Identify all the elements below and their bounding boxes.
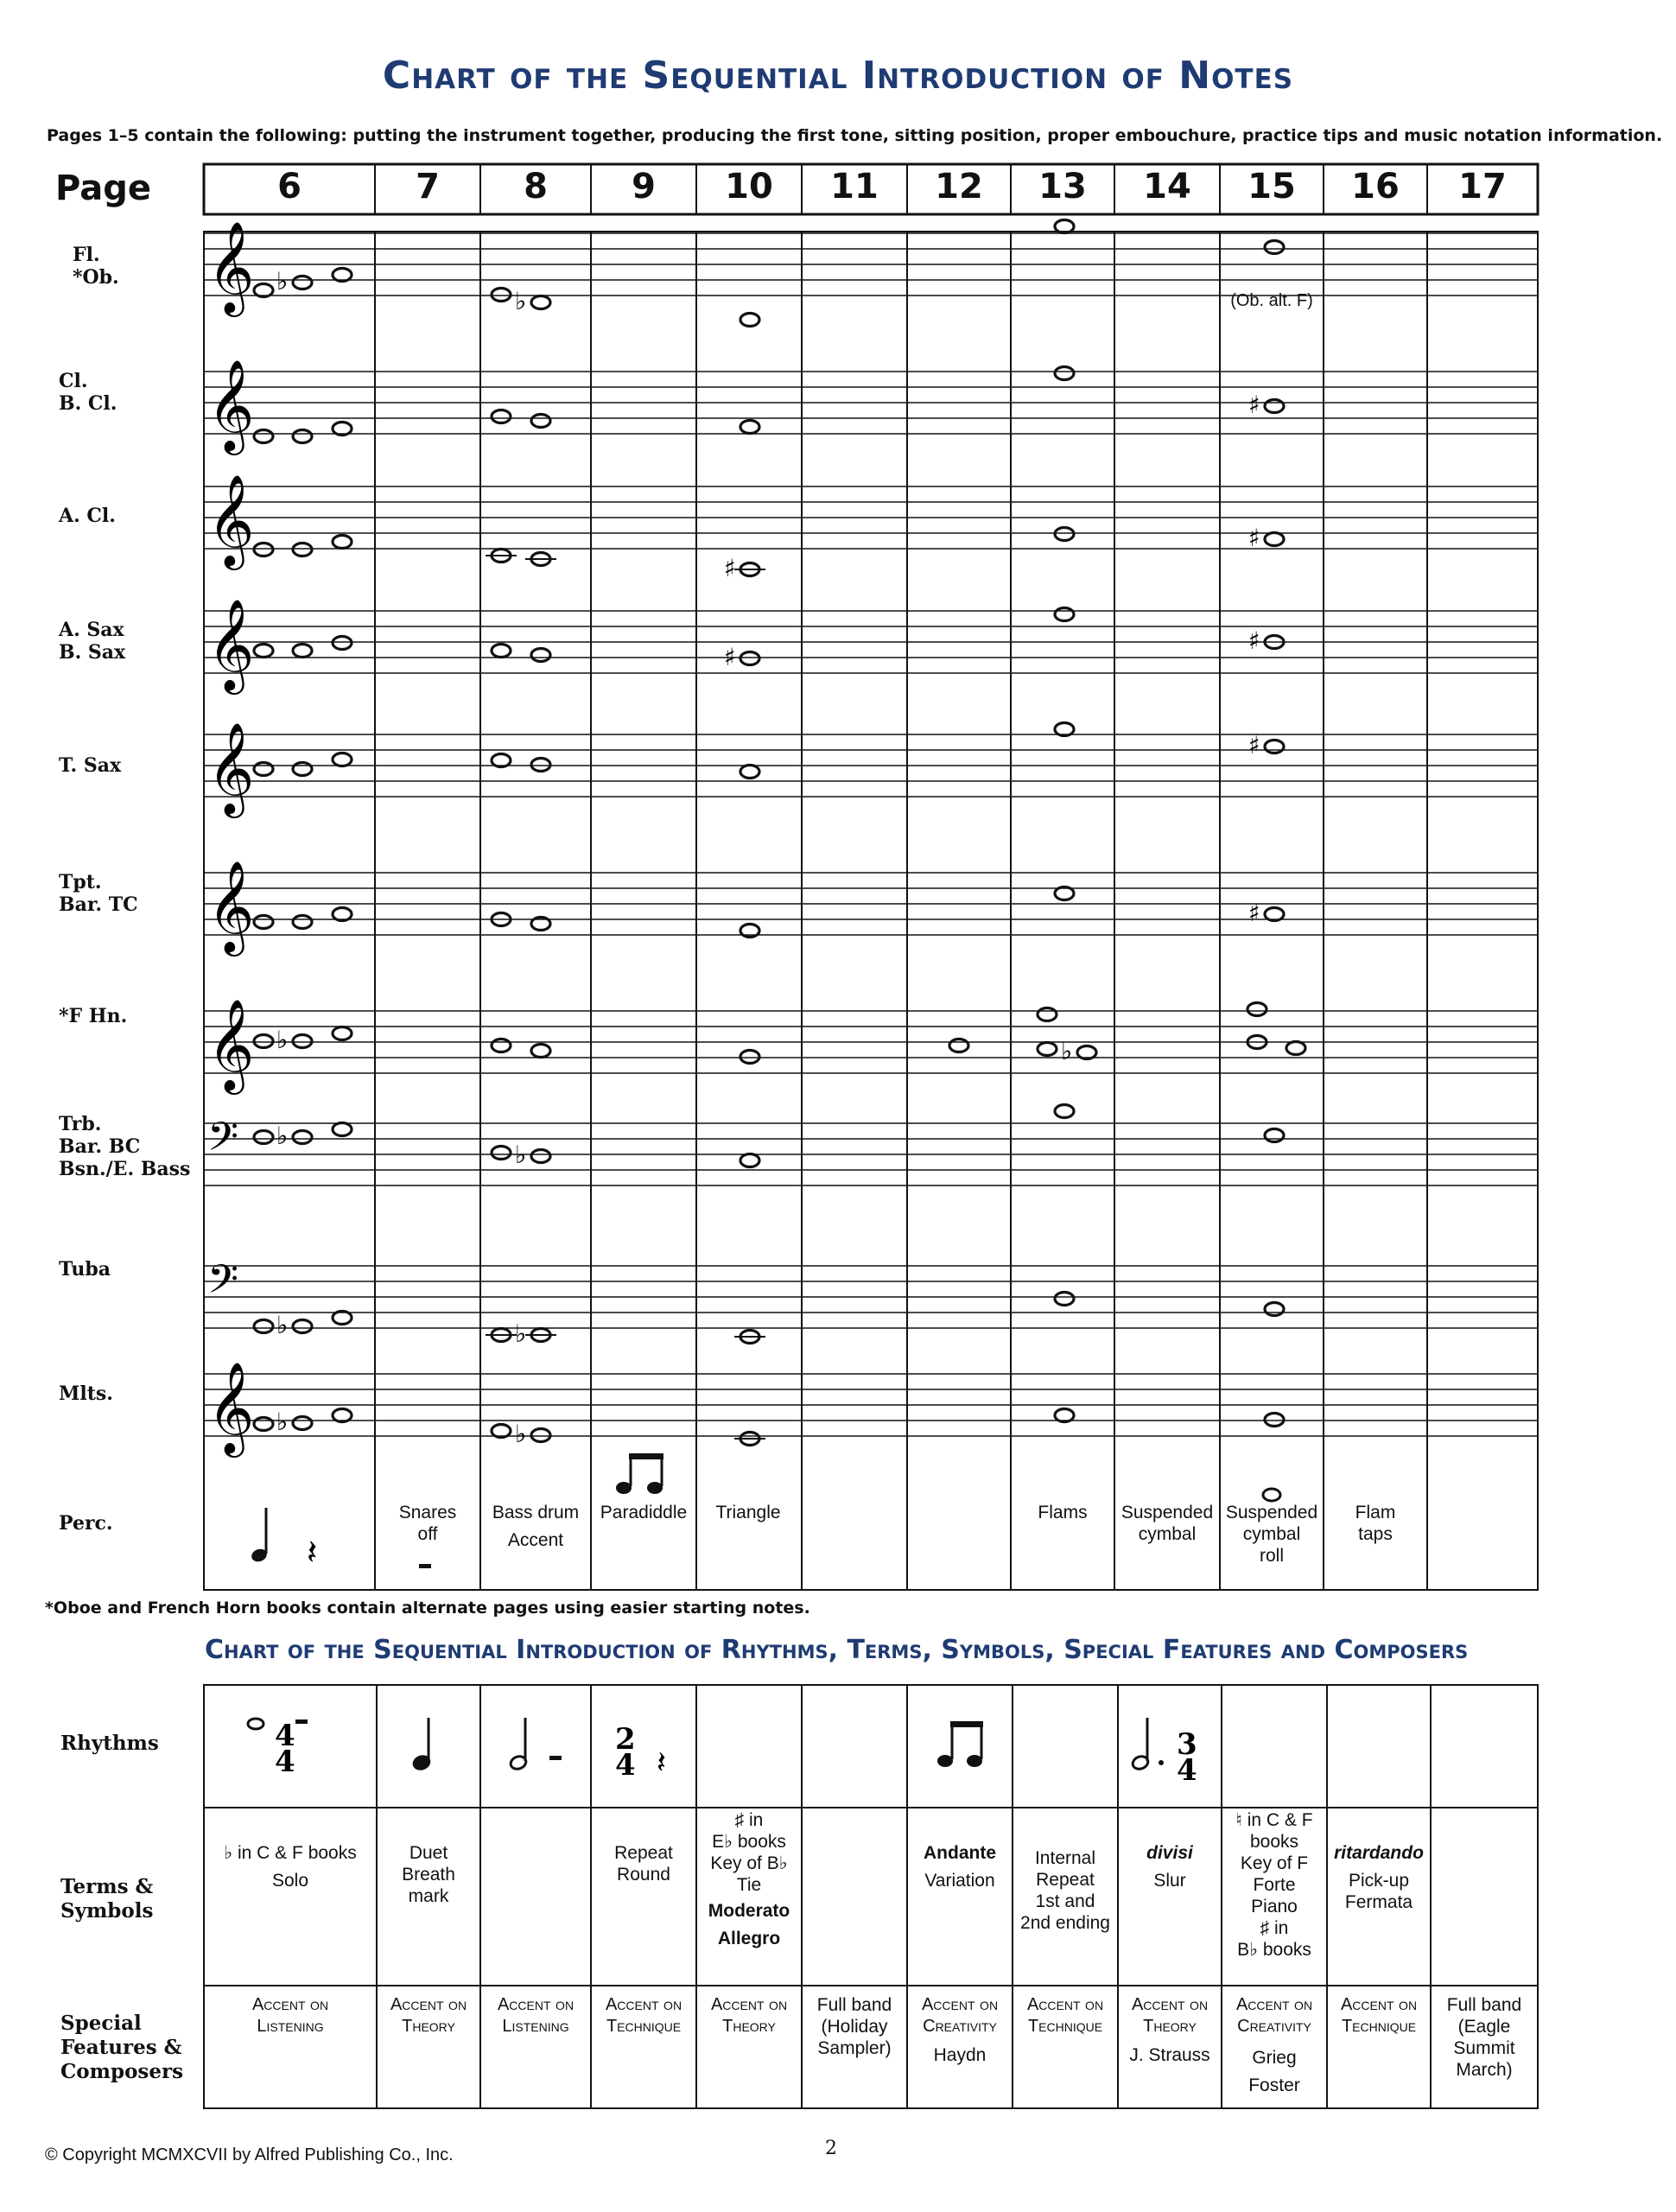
whole-note-icon [531, 759, 550, 772]
treble-clef-icon: 𝄞 [207, 220, 255, 313]
perc-flam-taps: Flam taps [1355, 1503, 1396, 1544]
special-p12a: Accent on Creativity [921, 1995, 999, 2036]
page-number-header: 6 [277, 167, 302, 207]
special-p13: Accent on Technique [1026, 1995, 1104, 2036]
special-p14a: Accent on Theory [1131, 1995, 1209, 2036]
flat-icon: ♭ [515, 287, 527, 315]
notes-table-border [204, 232, 1538, 1590]
term-p10b: Moderato Allegro [708, 1901, 790, 1948]
whole-note-icon [531, 415, 550, 428]
perc-accent: Accent [507, 1530, 564, 1550]
term-p13: Internal Repeat 1st and 2nd ending [1020, 1848, 1110, 1933]
whole-note-icon [1286, 1042, 1305, 1055]
eighth-note-icon [647, 1482, 663, 1494]
term-p16a: ritardando [1334, 1843, 1424, 1863]
instrument-label: Tpt. Bar. TC [59, 871, 138, 916]
special-p17: Full band (Eagle Summit March) [1446, 1995, 1522, 2080]
treble-clef-icon: 𝄞 [207, 998, 255, 1090]
time-signature-text: 2 [615, 1722, 636, 1757]
special-p15b: Grieg Foster [1248, 2048, 1300, 2095]
page-number-header: 12 [935, 167, 983, 207]
whole-note-icon [1265, 1414, 1284, 1427]
term-p12b: Variation [924, 1871, 995, 1891]
whole-note-icon [1055, 608, 1074, 621]
bass-clef-icon: 𝄢 [207, 1256, 239, 1313]
perc-paradiddle: Paradiddle [600, 1503, 688, 1522]
instrument-label: A. Cl. [59, 505, 116, 527]
row-label-special: Special Features & Composers [60, 2012, 184, 2083]
term-p10a: ♯ in E♭ books Key of B♭ Tie [710, 1810, 788, 1895]
time-signature-text: 4 [615, 1748, 636, 1783]
whole-note-icon [492, 289, 511, 302]
whole-note-icon [531, 1429, 550, 1442]
flat-icon: ♭ [276, 1122, 289, 1150]
perc-suspended-cymbal-roll: Suspended cymbal roll [1225, 1503, 1318, 1566]
eighth-note-icon [967, 1755, 982, 1767]
whole-note-icon [1247, 1003, 1267, 1016]
special-p14b: J. Strauss [1129, 2045, 1210, 2065]
perc-triangle: Triangle [715, 1503, 781, 1522]
instrument-label: T. Sax [59, 754, 122, 777]
whole-note-icon [293, 430, 312, 443]
page-number-header: 16 [1351, 167, 1400, 207]
whole-note-icon [293, 645, 312, 658]
whole-note-icon [492, 410, 511, 423]
term-p14a: divisi [1146, 1843, 1193, 1863]
instrument-label: Fl. *Ob. [73, 244, 119, 289]
whole-note-icon [1038, 1043, 1057, 1056]
sharp-icon: ♯ [1248, 391, 1260, 419]
whole-note-icon [531, 649, 550, 662]
special-p15a: Accent on Creativity [1235, 1995, 1313, 2036]
whole-note-icon [333, 1123, 352, 1136]
whole-rest-icon [295, 1719, 308, 1724]
time-signature-text: 3 [1177, 1727, 1197, 1762]
whole-note-icon [293, 276, 312, 289]
sharp-icon: ♯ [1248, 899, 1260, 927]
whole-note-icon [740, 1051, 759, 1064]
flat-icon: ♭ [276, 1408, 289, 1436]
whole-note-icon [740, 314, 759, 327]
whole-note-icon [254, 916, 273, 929]
instrument-label: A. Sax B. Sax [59, 619, 126, 664]
perc-flams: Flams [1038, 1503, 1088, 1522]
term-p9: Repeat Round [614, 1843, 673, 1885]
special-p8: Accent on Listening [497, 1995, 575, 2036]
whole-note-icon [1265, 1303, 1284, 1316]
whole-note-icon [293, 763, 312, 776]
sharp-icon: ♯ [1248, 731, 1260, 760]
whole-note-icon [949, 1039, 968, 1052]
whole-note-icon [1265, 241, 1284, 254]
sharp-icon: ♯ [724, 643, 736, 671]
instrument-label: Tuba [59, 1258, 111, 1281]
quarter-rest-icon: 𝄽 [307, 1533, 318, 1573]
eighth-note-icon [937, 1755, 953, 1767]
page-header-label: Page [55, 168, 151, 208]
page-number-header: 11 [830, 167, 879, 207]
treble-clef-icon: 𝄞 [207, 860, 255, 952]
row-label-terms: Terms & Symbols [60, 1875, 154, 1923]
whole-note-icon [1055, 1293, 1074, 1306]
time-signature-text: 4 [275, 1745, 295, 1779]
perc-snares-off: Snares off [398, 1503, 457, 1544]
whole-note-icon [492, 1039, 511, 1052]
special-p11: Full band (Holiday Sampler) [816, 1995, 892, 2058]
whole-note-icon [531, 1045, 550, 1058]
flat-icon: ♭ [515, 1141, 527, 1169]
quarter-rest-icon: 𝄽 [657, 1745, 667, 1781]
whole-note-icon [1265, 741, 1284, 753]
instrument-label: Mlts. [59, 1382, 113, 1405]
page-title: Chart of the Sequential Introduction of Notes [382, 54, 1294, 98]
perc-bass-drum: Bass drum [492, 1503, 580, 1522]
special-p12b: Haydn [933, 2045, 987, 2065]
whole-note-icon [293, 1417, 312, 1430]
bass-clef-icon: 𝄢 [207, 1114, 239, 1170]
page-number-header: 9 [632, 167, 656, 207]
treble-clef-icon: 𝄞 [207, 359, 255, 451]
special-p10: Accent on Theory [710, 1995, 788, 2036]
whole-note-icon [740, 1154, 759, 1167]
whole-note-icon [740, 421, 759, 434]
page-number-header: 13 [1038, 167, 1087, 207]
second-chart-title: Chart of the Sequential Introduction of Rhythms, Terms, Symbols, Special Features and Composers [205, 1635, 1469, 1665]
whole-note-icon [293, 1131, 312, 1144]
special-p6: Accent on Listening [251, 1995, 329, 2036]
whole-note-icon [1038, 1008, 1057, 1021]
whole-note-icon [740, 766, 759, 779]
page-number: 2 [825, 2138, 837, 2159]
whole-note-icon [1055, 1105, 1074, 1118]
special-p7: Accent on Theory [390, 1995, 467, 2036]
whole-note-icon [254, 1035, 273, 1048]
whole-note-icon [1265, 533, 1284, 546]
whole-note-icon [333, 637, 352, 650]
time-signature-text: 4 [275, 1719, 295, 1753]
sharp-icon: ♯ [1248, 524, 1260, 552]
treble-clef-icon: 𝄞 [207, 1361, 255, 1453]
flat-icon: ♭ [276, 1311, 289, 1339]
whole-note-icon [254, 1320, 273, 1333]
page-number-header: 10 [725, 167, 773, 207]
term-p7: Duet Breath mark [402, 1843, 455, 1906]
whole-note-icon [293, 543, 312, 556]
sharp-icon: ♯ [1248, 626, 1260, 655]
whole-note-icon [254, 543, 273, 556]
half-rest-icon [549, 1756, 562, 1760]
half-rest-icon [419, 1564, 431, 1568]
copyright: © Copyright MCMXCVII by Alfred Publishing Co., Inc. [45, 2145, 454, 2164]
page-number-header: 15 [1247, 167, 1296, 207]
whole-note-icon [531, 296, 550, 309]
beam [629, 1453, 663, 1459]
whole-note-icon [531, 1150, 550, 1163]
special-p16: Accent on Technique [1340, 1995, 1418, 2036]
whole-note-icon [333, 753, 352, 766]
whole-note-icon [293, 1035, 312, 1048]
term-p6b: Solo [271, 1871, 309, 1891]
sharp-icon: ♯ [724, 554, 736, 582]
page-number-header: 8 [524, 167, 548, 207]
flat-icon: ♭ [276, 267, 289, 296]
whole-note-icon [1263, 1489, 1280, 1501]
whole-note-icon [1055, 367, 1074, 380]
page-number-header: 14 [1143, 167, 1191, 207]
page-number-header: 17 [1458, 167, 1507, 207]
whole-note-icon [492, 645, 511, 658]
dot [1159, 1760, 1164, 1765]
whole-note-icon [254, 645, 273, 658]
whole-note-icon [254, 430, 273, 443]
term-p16b: Pick-up Fermata [1344, 1871, 1413, 1912]
instrument-label: Trb. Bar. BC Bsn./E. Bass [59, 1113, 191, 1180]
instrument-label: Cl. B. Cl. [59, 370, 117, 415]
flat-icon: ♭ [1061, 1037, 1073, 1065]
whole-note-icon [248, 1719, 263, 1729]
term-p15: ♮ in C & F books Key of F Forte Piano ♯ in B♭ books [1235, 1810, 1313, 1960]
whole-note-icon [293, 916, 312, 929]
whole-note-icon [1265, 1129, 1284, 1142]
time-signature-text: 4 [1177, 1753, 1197, 1788]
footnote: *Oboe and French Horn books contain alternate pages using easier starting notes. [45, 1599, 810, 1618]
whole-note-icon [293, 1320, 312, 1333]
special-p9: Accent on Technique [605, 1995, 682, 2036]
eighth-note-icon [616, 1482, 632, 1494]
term-p12a: Andante [924, 1843, 996, 1863]
whole-note-icon [1265, 400, 1284, 413]
whole-note-icon [254, 1418, 273, 1431]
whole-note-icon [333, 1027, 352, 1040]
whole-note-icon [740, 652, 759, 665]
whole-note-icon [254, 1131, 273, 1144]
instrument-label: *F Hn. [59, 1005, 128, 1027]
oboe-alt-note: (Ob. alt. F) [1230, 291, 1313, 310]
instrument-label: Perc. [59, 1512, 113, 1535]
row-label-rhythms: Rhythms [60, 1732, 159, 1755]
intro-text: Pages 1–5 contain the following: putting the instrument together, producing the first tone, sitting position, proper embouchure, practice tips and music notation information. [47, 126, 1663, 145]
treble-clef-icon: 𝄞 [207, 598, 255, 690]
whole-note-icon [492, 1147, 511, 1160]
flat-icon: ♭ [515, 1420, 527, 1448]
beam [950, 1721, 983, 1727]
term-p6a: ♭ in C & F books [224, 1843, 357, 1863]
flat-icon: ♭ [276, 1026, 289, 1054]
whole-note-icon [254, 763, 273, 776]
whole-note-icon [1055, 528, 1074, 541]
term-p14b: Slur [1153, 1871, 1186, 1891]
treble-clef-icon: 𝄞 [207, 474, 255, 566]
whole-note-icon [333, 536, 352, 549]
page-number-header: 7 [416, 167, 440, 207]
perc-suspended-cymbal: Suspended cymbal [1121, 1503, 1214, 1544]
flat-icon: ♭ [515, 1319, 527, 1348]
treble-clef-icon: 𝄞 [207, 721, 255, 814]
